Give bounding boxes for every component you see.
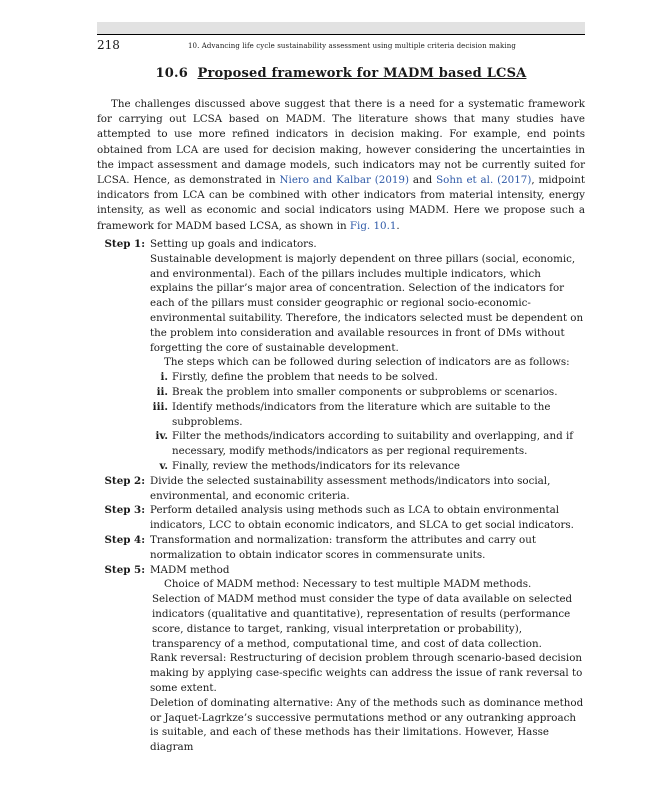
intro-text-3: , midpoint indicators from LCA can be combined with other indicators from material intensity, energy intensity, as well as economic and social indicators using MADM. Here we propose such a framework for MADM based LCSA, as shown in (97, 174, 585, 232)
step-steps-intro: The steps which can be followed during selection of indicators are as follows: (164, 356, 570, 369)
citation-link-sohn[interactable]: Sohn et al. (2017) (436, 174, 532, 187)
list-item (150, 429, 585, 459)
intro-text-4: . (396, 219, 400, 232)
step-1 (97, 237, 585, 474)
madm-choice: Choice of MADM method: Necessary to test multiple MADM methods. (164, 578, 532, 591)
header-bar (97, 22, 585, 34)
list-item (150, 370, 585, 385)
intro-text-2: and (409, 174, 437, 187)
step-title: MADM method (150, 563, 230, 576)
steps-list (97, 237, 585, 755)
step-label: Step 1: (104, 238, 145, 250)
section-title (97, 66, 585, 81)
list-item-number: i. (160, 371, 168, 384)
list-item (150, 400, 585, 430)
step-text: Perform detailed analysis using methods such as LCA to obtain environmental indicators, LCC to obtain economic indicators, and SLCA to get social indicators. (150, 504, 574, 532)
list-item-number: iii. (152, 400, 168, 413)
step-2 (97, 474, 585, 504)
list-item-text: Filter the methods/indicators according to suitability and overlapping, and if necessary, modify methods/indicators as per regional requirements. (172, 430, 574, 458)
list-item (150, 459, 585, 474)
step-label: Step 2: (104, 474, 145, 487)
intro-text-1: The challenges discussed above suggest that there is a need for a systematic framework for carrying out LCSA based on MADM. The literature shows that many studies have attempted to use more refined indicators in decision making. For example, end points obtained from LCA are used for decision making, however considering the uncertainties in the impact assessment and damage models, such indicators may not be currently suited for LCSA. Hence, as demonstrated in (97, 98, 585, 187)
running-head: 10. Advancing life cycle sustainability assessment using multiple criteria decision making (188, 42, 516, 50)
step-text: Divide the selected sustainability assessment methods/indicators into social, environmental, and economic criteria. (150, 474, 551, 502)
citation-link-niero[interactable]: Niero and Kalbar (2019) (279, 174, 409, 187)
step-3 (97, 503, 585, 533)
list-item (150, 385, 585, 400)
step-label: Step 3: (104, 504, 145, 517)
step-title: Setting up goals and indicators. (150, 238, 317, 250)
page-number: 218 (97, 38, 120, 52)
step-body (150, 237, 585, 474)
list-item-text: Break the problem into smaller components or subproblems or scenarios. (172, 385, 558, 398)
figure-link[interactable]: Fig. 10.1 (349, 219, 397, 232)
rank-reversal: Rank reversal: Restructuring of decision problem through scenario-based decision making by applying case-specific weights can address the issue of rank reversal to some extent. (150, 652, 583, 694)
header-rule (97, 34, 585, 35)
step-text: Transformation and normalization: transform the attributes and carry out normalization to obtain indicator scores in commensurate units. (150, 533, 536, 561)
section-number: 10.6 (155, 66, 189, 81)
list-item-number: iv. (155, 430, 168, 443)
step-label: Step 5: (104, 563, 145, 576)
step-paragraph: Sustainable development is majorly dependent on three pillars (social, economic, and environmental). Each of the pillars includes multiple indicators, which explains the pillar’s major area of concentration. Selection of the indicators for each of the pillars must consider geographic or regional socio-economic-environmental suitability. Therefore, the indicators selected must be dependent on the problem into consideration and available resources in front of DMs without forgetting the core of sustainable development. (150, 252, 584, 354)
step-body (150, 563, 585, 755)
step-label: Step 4: (104, 533, 145, 546)
madm-selection: Selection of MADM method must consider the type of data available on selected indicators (qualitative and quantitative), representation of results (performance score, distance to target, ranking, visual interpretation or probability), transparency of a method, computational time, and cost of data collection. (152, 593, 573, 650)
step-5 (97, 563, 585, 755)
list-item-number: ii. (156, 385, 168, 398)
list-item-text: Firstly, define the problem that needs to be solved. (172, 371, 438, 384)
list-item-text: Finally, review the methods/indicators for its relevance (172, 459, 460, 472)
deletion-dominating: Deletion of dominating alternative: Any of the methods such as dominance method or Jaquet-Lagrkze’s successive permutations method or any outranking approach is suitable, and each of these methods has their limitations. However, Hasse diagram (150, 696, 584, 754)
list-item-text: Identify methods/indicators from the literature which are suitable to the subproblems. (172, 400, 551, 428)
list-item-number: v. (159, 459, 168, 472)
step-4 (97, 533, 585, 563)
section-title-text: Proposed framework for MADM based LCSA (197, 66, 527, 81)
intro-paragraph (97, 97, 585, 234)
